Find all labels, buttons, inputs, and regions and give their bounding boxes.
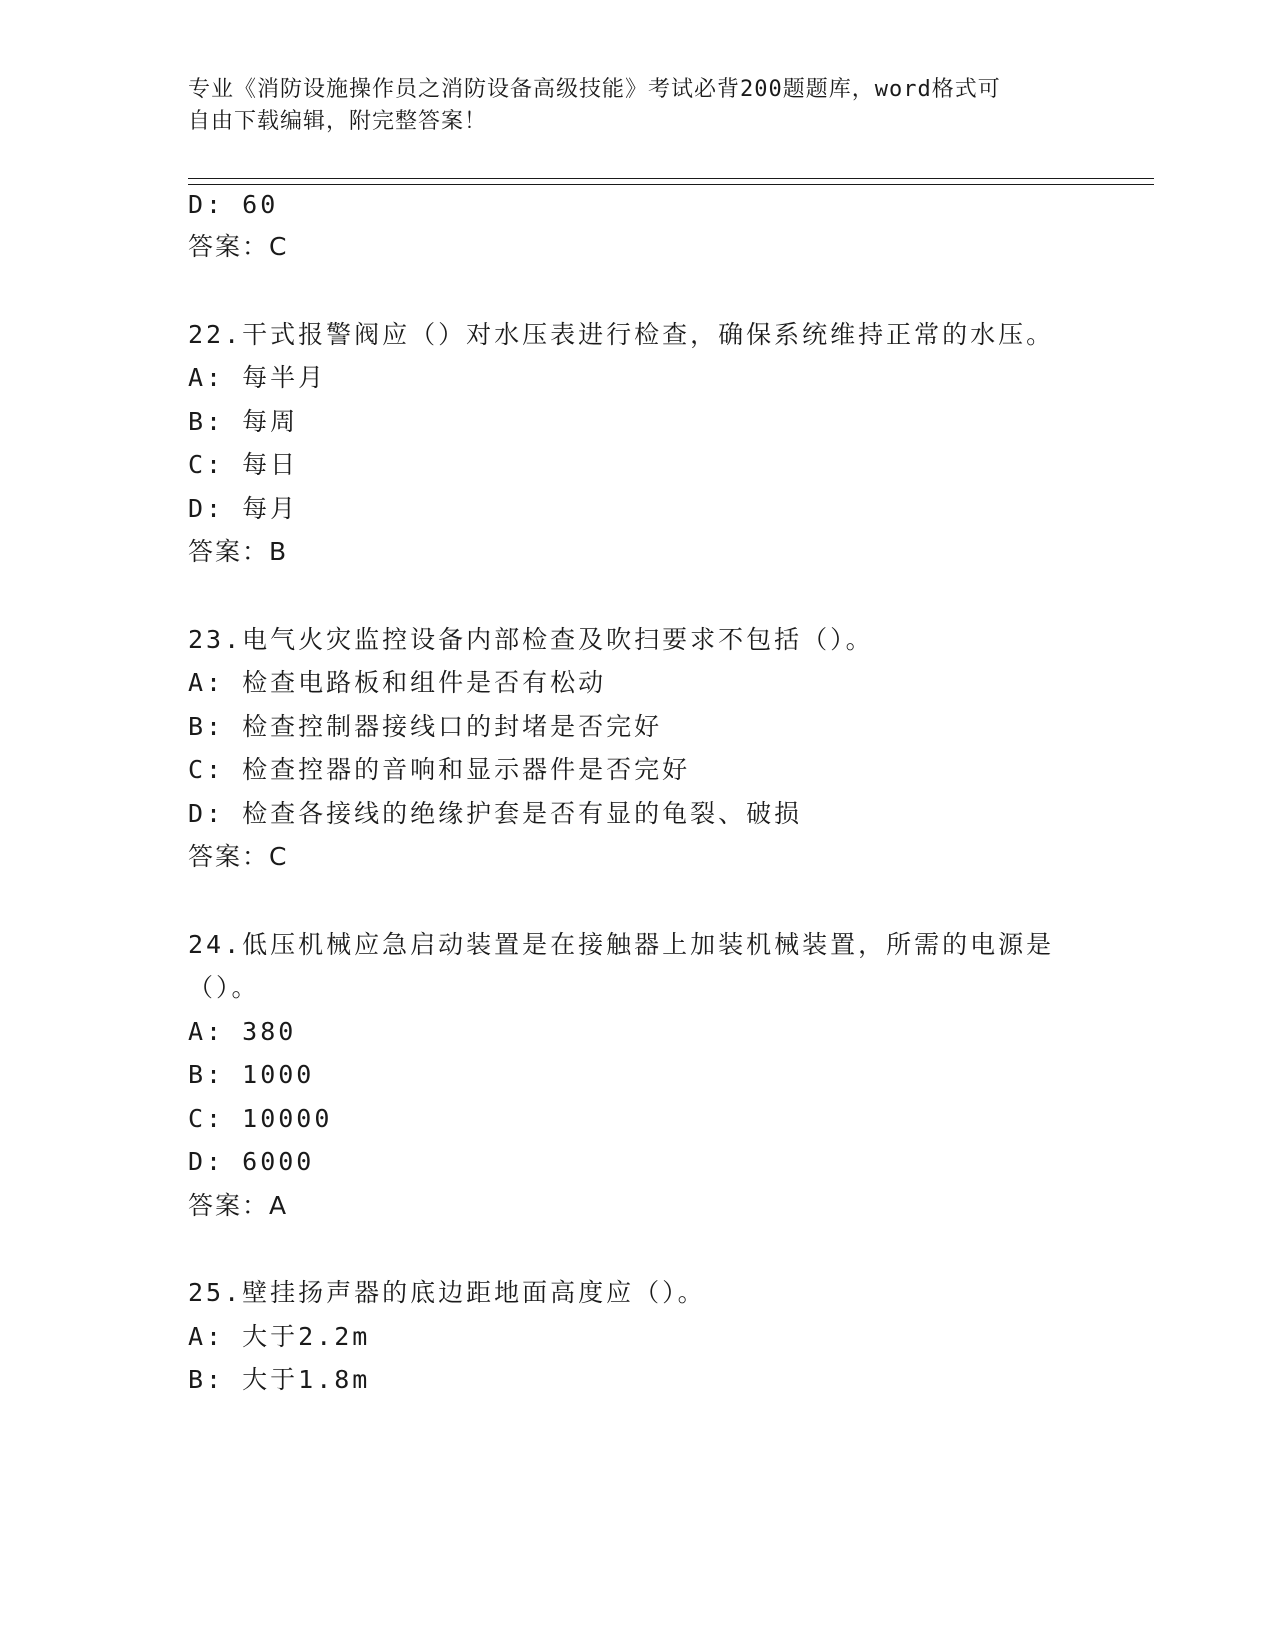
q23-option-c: C: 检查控器的音响和显示器件是否完好: [188, 755, 691, 784]
q23-option-b: B: 检查控制器接线口的封堵是否完好: [188, 712, 663, 741]
q24-answer: 答案：A: [188, 1191, 289, 1220]
header-title-line-1: 专业《消防设施操作员之消防设备高级技能》考试必背200题题库，word格式可: [188, 77, 1001, 102]
header-divider: [188, 178, 1154, 185]
q24-option-b: B: 1000: [188, 1060, 315, 1089]
q25-option-b: B: 大于1.8m: [188, 1365, 371, 1394]
q24-option-d: D: 6000: [188, 1147, 315, 1176]
q24-option-c: C: 10000: [188, 1104, 333, 1133]
q24-stem-line-2: （）。: [188, 973, 260, 1002]
q23-answer: 答案：C: [188, 842, 289, 871]
q22-answer: 答案：B: [188, 537, 289, 566]
prev-answer: 答案：C: [188, 232, 289, 261]
prev-option-d: D: 60: [188, 190, 279, 219]
q22-stem: 22.干式报警阀应（）对水压表进行检查，确保系统维持正常的水压。: [188, 320, 1055, 349]
q22-option-c: C: 每日: [188, 450, 299, 479]
q23-option-a: A: 检查电路板和组件是否有松动: [188, 668, 607, 697]
q24-option-a: A: 380: [188, 1017, 297, 1046]
q25-option-a: A: 大于2.2m: [188, 1322, 371, 1351]
q23-option-d: D: 检查各接线的绝缘护套是否有显的龟裂、破损: [188, 799, 803, 828]
page-header: [188, 74, 1088, 138]
q22-option-b: B: 每周: [188, 407, 299, 436]
q24-stem-line-1: 24.低压机械应急启动装置是在接触器上加装机械装置，所需的电源是: [188, 930, 1055, 959]
header-title-line-2: 自由下载编辑，附完整答案！: [188, 109, 488, 134]
q22-option-a: A: 每半月: [188, 363, 327, 392]
q22-option-d: D: 每月: [188, 494, 299, 523]
q25-stem: 25.壁挂扬声器的底边距地面高度应（）。: [188, 1278, 706, 1307]
q23-stem: 23.电气火灾监控设备内部检查及吹扫要求不包括（）。: [188, 625, 874, 654]
